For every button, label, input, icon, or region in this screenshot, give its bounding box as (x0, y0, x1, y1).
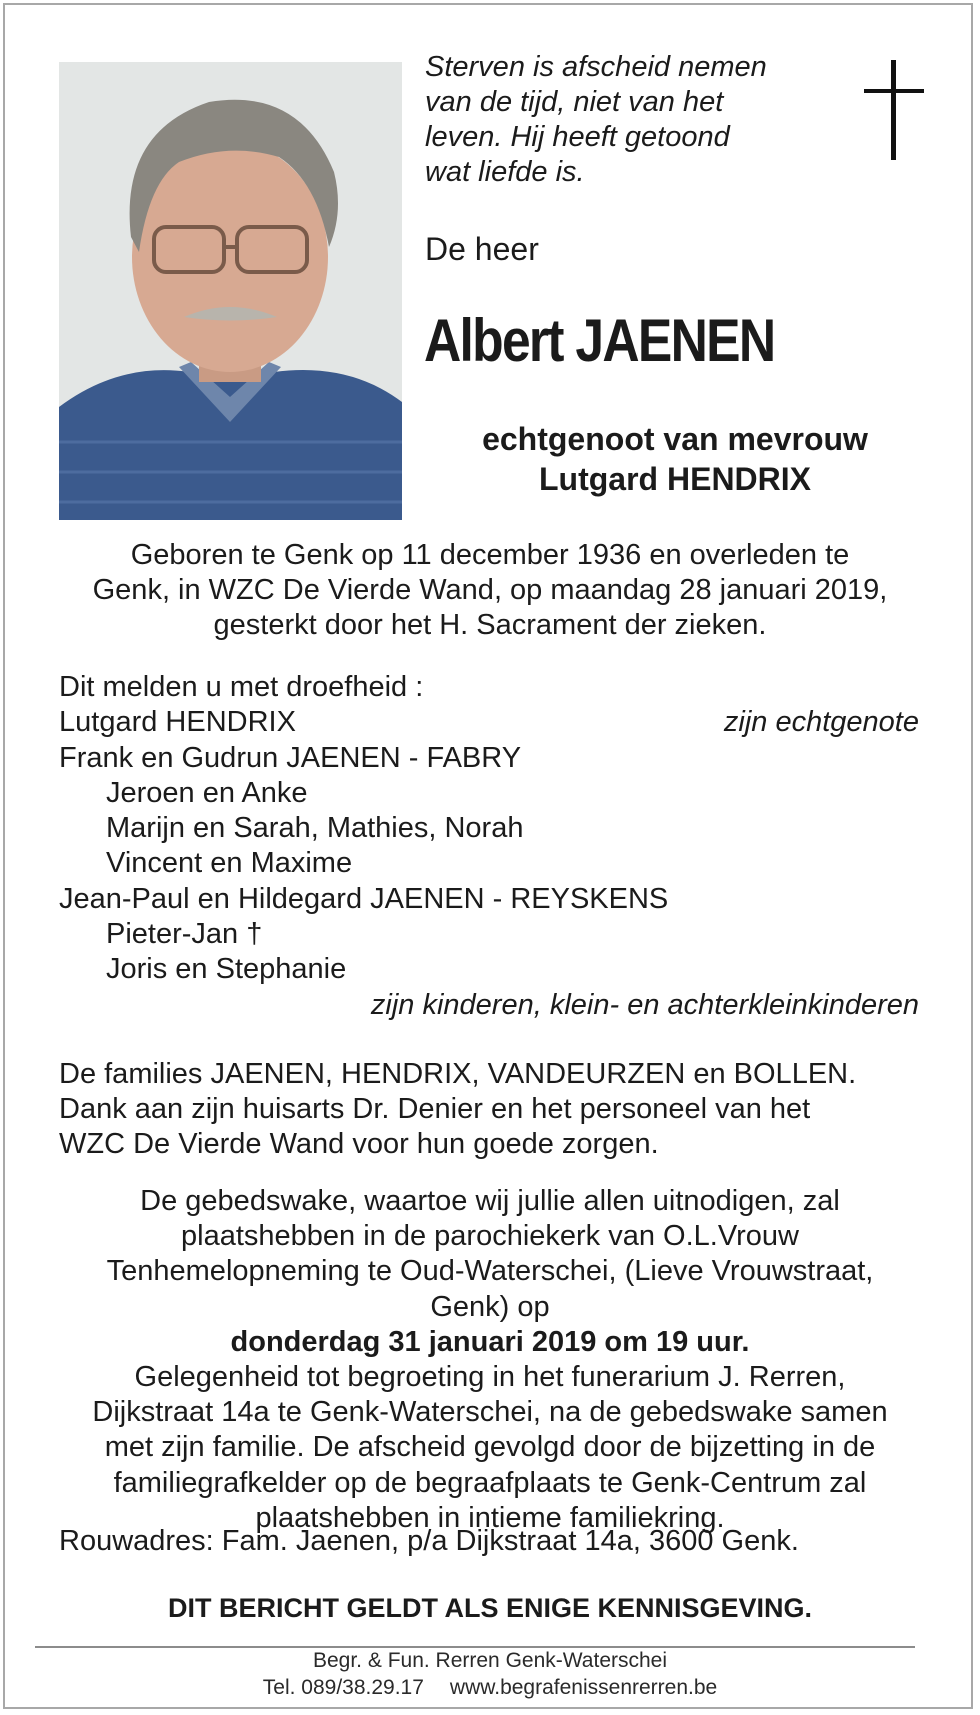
mourner-name: Vincent en Maxime (106, 847, 353, 880)
mourner-name: Pieter-Jan † (106, 918, 263, 951)
birth-line: Genk, in WZC De Vierde Wand, op maandag 28 januari 2019, (92, 574, 888, 607)
mourner-name: Lutgard HENDRIX (59, 706, 296, 739)
wake-date: donderdag 31 januari 2019 om 19 uur. (230, 1325, 750, 1358)
thanks-line: Dank aan zijn huisarts Dr. Denier en het personeel van het (59, 1093, 811, 1126)
footer-contact (40, 1676, 940, 1700)
list-item (59, 811, 919, 846)
sole-notice: DIT BERICHT GELDT ALS ENIGE KENNISGEVING. (167, 1593, 813, 1623)
list-item (59, 705, 919, 740)
honorific: De heer (425, 231, 539, 267)
birth-death-details (40, 538, 940, 644)
quote-line: van de tijd, niet van het (425, 86, 724, 118)
footer-website: www.begrafenissenrerren.be (449, 1676, 718, 1699)
wake-line: plaatshebben in de parochiekerk van O.L.Vrouw (181, 1220, 799, 1253)
footer-divider (35, 1646, 915, 1648)
list-item (59, 882, 919, 917)
wake-line: familiegrafkelder op de begraafplaats te Genk-Centrum zal (113, 1466, 867, 1499)
wake-details (40, 1184, 940, 1536)
wake-line: Dijkstraat 14a te Genk-Waterschei, na de gebedswake samen (92, 1396, 888, 1429)
list-item (59, 741, 919, 776)
wake-line: met zijn familie. De afscheid gevolgd door de bijzetting in de (104, 1431, 876, 1464)
wake-line: Tenhemelopneming te Oud-Waterschei, (Lieve Vrouwstraat, (106, 1255, 874, 1288)
list-item (59, 952, 919, 987)
portrait-photo (59, 62, 402, 520)
wake-line: Gelegenheid tot begroeting in het funerarium J. Rerren, (134, 1361, 846, 1394)
mourner-name: Frank en Gudrun JAENEN - FABRY (59, 741, 522, 774)
mourner-name: Marijn en Sarah, Mathies, Norah (106, 812, 524, 845)
deceased-name: Albert JAENEN (424, 307, 775, 374)
funeral-company: Begr. & Fun. Rerren Genk-Waterschei (312, 1649, 668, 1672)
relation-label: zijn echtgenote (723, 706, 919, 739)
mourner-name: Jean-Paul en Hildegard JAENEN - REYSKENS (59, 882, 669, 915)
birth-line: gesterkt door het H. Sacrament der zieken. (213, 609, 767, 642)
portrait-illustration (59, 62, 402, 520)
announce-intro: Dit melden u met droefheid : (59, 671, 424, 703)
wake-line: plaatshebben in intieme familiekring. (255, 1501, 725, 1534)
families-and-thanks (59, 1057, 939, 1163)
spouse-line: echtgenoot van mevrouw (482, 421, 868, 457)
list-item (59, 846, 919, 881)
quote-line: wat liefde is. (425, 156, 585, 188)
memorial-quote (425, 50, 825, 190)
footer-phone: Tel. 089/38.29.17 (262, 1676, 424, 1699)
relation-label: zijn kinderen, klein- en achterkleinkinderen (370, 988, 919, 1021)
quote-line: Sterven is afscheid nemen (425, 51, 767, 83)
wake-line-prefix: Genk) op (430, 1290, 550, 1323)
list-item (59, 917, 919, 952)
cross-icon (864, 60, 924, 160)
mourners-list (59, 670, 919, 1023)
list-item (59, 776, 919, 811)
spouse-name: Lutgard HENDRIX (539, 461, 811, 497)
wake-line (40, 1290, 940, 1360)
mourner-name: Jeroen en Anke (106, 776, 308, 809)
families-line: De families JAENEN, HENDRIX, VANDEURZEN en BOLLEN. (59, 1058, 857, 1090)
quote-line: leven. Hij heeft getoond (425, 121, 730, 153)
birth-line: Geboren te Genk op 11 december 1936 en overleden te (130, 539, 850, 571)
wake-line: De gebedswake, waartoe wij jullie allen uitnodigen, zal (140, 1185, 840, 1217)
thanks-line: WZC De Vierde Wand voor hun goede zorgen. (59, 1128, 659, 1161)
mourning-address: Rouwadres: Fam. Jaenen, p/a Dijkstraat 14a, 3600 Genk. (59, 1525, 799, 1557)
mourner-name: Joris en Stephanie (106, 953, 347, 986)
